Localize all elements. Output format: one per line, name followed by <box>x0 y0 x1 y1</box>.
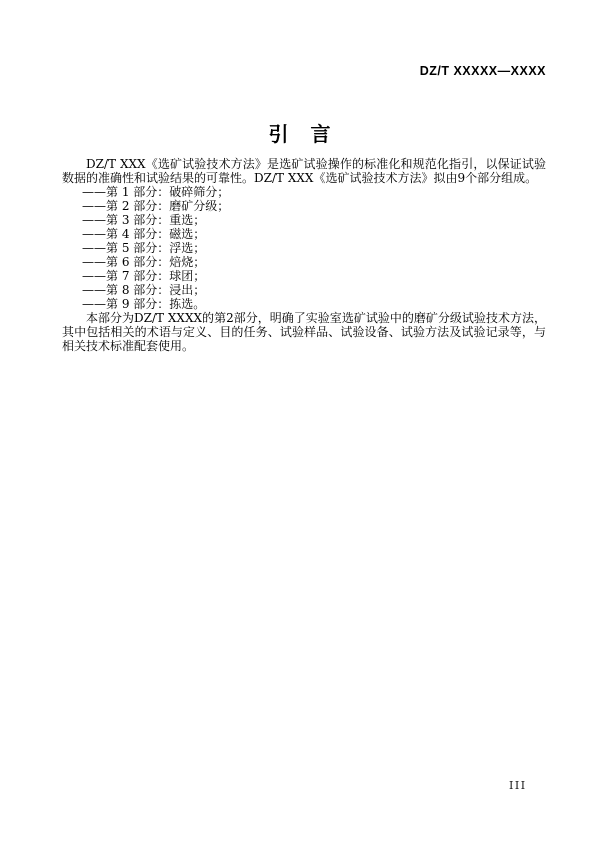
part-item-1: ——第 1 部分：破碎筛分； <box>82 185 230 199</box>
parts-list <box>62 185 546 311</box>
intro-paragraph-1: DZ/T XXX《选矿试验技术方法》是选矿试验操作的标准化和规范化指引，以保证试验数据的准确性和试验结果的可靠性。DZ/T XXX《选矿试验技术方法》拟由9个部分组成。 <box>62 157 546 185</box>
foreword-section <box>62 157 546 353</box>
part-item-6: ——第 6 部分：焙烧； <box>82 255 206 269</box>
part-item-4: ——第 4 部分：磁选； <box>82 227 206 241</box>
intro-paragraph-2: 本部分为DZ/T XXXX的第2部分，明确了实验室选矿试验中的磨矿分级试验技术方法，其中包括相关的术语与定义、目的任务、试验样品、试验设备、试验方法及试验记录等，与相关技术标准配套使用。 <box>62 311 546 353</box>
part-item-5: ——第 5 部分：浮选； <box>82 241 206 255</box>
part-item-3: ——第 3 部分：重选； <box>82 213 206 227</box>
page-title: 引 言 <box>268 124 332 146</box>
part-item-2: ——第 2 部分：磨矿分级； <box>82 199 230 213</box>
part-item-7: ——第 7 部分：球团； <box>82 269 206 283</box>
page-number: III <box>509 779 527 792</box>
standard-code-header: DZ/T XXXXX—XXXX <box>419 64 546 78</box>
part-item-8: ——第 8 部分：浸出； <box>82 283 206 297</box>
part-item-9: ——第 9 部分：拣选。 <box>82 297 206 311</box>
